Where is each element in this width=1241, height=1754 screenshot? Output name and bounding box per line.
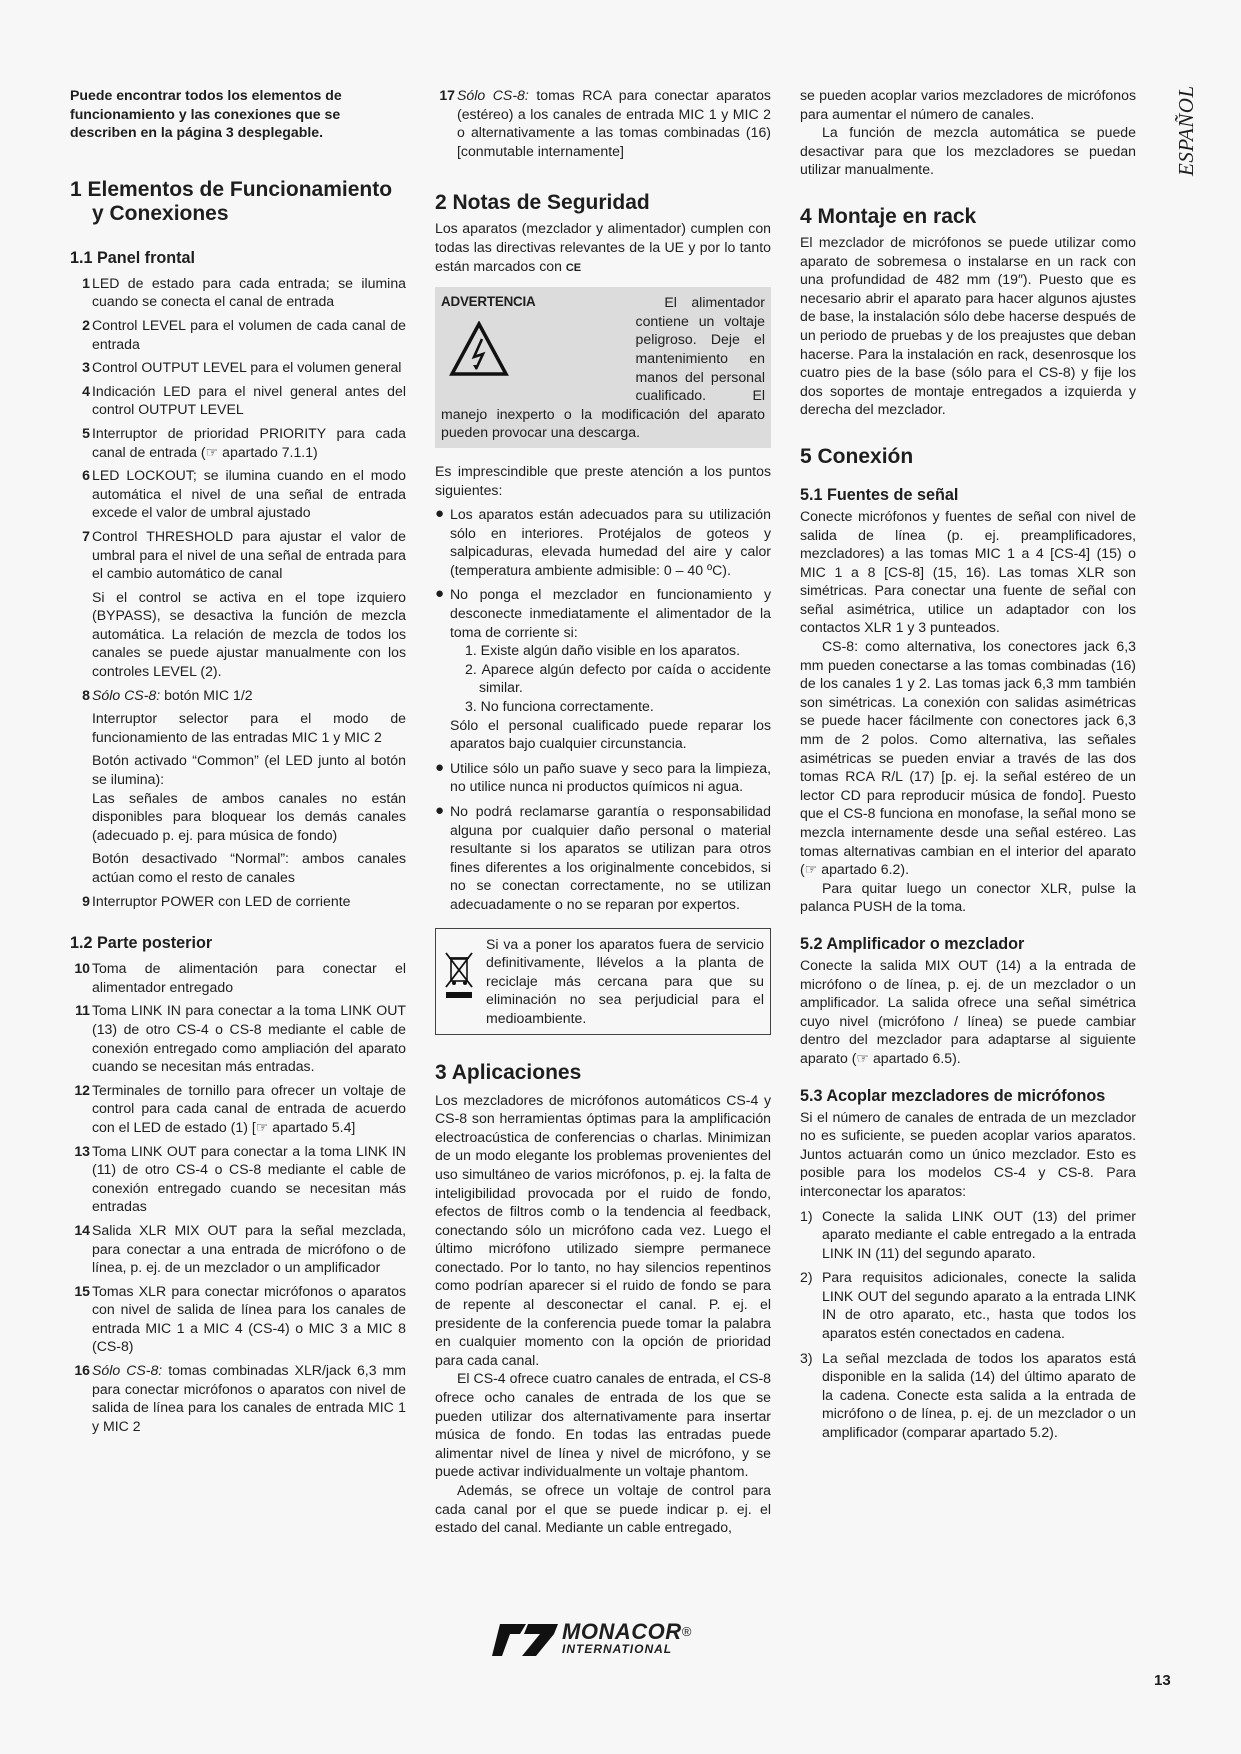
list-item: 11 Toma LINK IN para conectar a la toma LINK OUT (13) de otro CS-4 o CS-8 mediante el cable de conexión entregado como ampliación del aparato cuando se necesitan más entradas. xyxy=(75,1002,406,1075)
column-3 xyxy=(800,86,1136,1448)
language-tab xyxy=(1152,85,1198,180)
monacor-logo xyxy=(492,1619,722,1658)
body-text: Conecte la salida MIX OUT (14) a la entrada de micrófono o de línea, p. ej. de un mezclador o un amplificador. La salida ofrece una señal simétrica cuyo nivel (micrófono / línea) se puede cambiar dentro del mezclador para adaptarse al siguiente aparato (☞ apartado 6.5). xyxy=(800,956,1136,1066)
crossed-bin-icon xyxy=(444,951,474,999)
safety-bullet: ● Los aparatos están adecuados para su utilización sólo en interiores. Protéjalos de goteos y salpicaduras, elevada humedad del aire y calor (temperatura ambiente admisible: 0 – 40 ºC). xyxy=(435,505,771,578)
rear-panel-list xyxy=(70,959,406,1435)
monacor-logo-icon xyxy=(492,1624,558,1656)
list-item: 2) Para requisitos adicionales, conecte la salida LINK OUT del segundo aparato a la entrada LINK IN de otro aparato, etc., hasta que todos los aparatos estén conectados en cadena. xyxy=(800,1269,1136,1342)
safety-bullet: ● Utilice sólo un paño suave y seco para la limpieza, no utilice nunca ni productos químicos ni agua. xyxy=(435,758,771,795)
points-intro: Es imprescindible que preste atención a los puntos siguientes: xyxy=(435,462,771,498)
warning-box xyxy=(435,287,771,448)
list-item: 4 Indicación LED para el nivel general antes del control OUTPUT LEVEL xyxy=(82,382,406,418)
ce-mark: CE xyxy=(565,261,582,274)
body-text: Conecte micrófonos y fuentes de señal con nivel de salida de línea (p. ej. preamplificadores, mezcladores) a las tomas MIC 1 a 4 [CS-4] (15) o MIC 1 a 8 [CS-8] (15, 16). Las tomas XLR son simétricas. Para conectar una fuente de señal con señal asimétrica, utilice un adaptador con los contactos XLR 1 y 3 punteados. xyxy=(800,507,1136,636)
safety-intro: Los aparatos (mezclador y alimentador) cumplen con todas las directivas relevantes de la UE y por lo tanto están marcados con CE xyxy=(435,220,771,274)
list-item: 3 Control OUTPUT LEVEL para el volumen general xyxy=(82,359,402,376)
safety-bullet: ● No ponga el mezclador en funcionamiento y desconecte inmediatamente el alimentador de la toma de corriente si: 1. Existe algún daño visible en los aparatos. 2. Aparece algún defecto por caída o accidente similar. 3. No funciona correctamente. Sólo el personal cualificado puede reparar los aparatos bajo cualquier circunstancia. xyxy=(435,585,771,752)
list-item: 13 Toma LINK OUT para conectar a la toma LINK IN (11) de otro CS-4 o CS-8 mediante el cable de conexión entregado cuando se necesitan más entradas xyxy=(74,1142,406,1215)
section-1-2-heading: 1.2 Parte posterior xyxy=(70,934,213,953)
applications-text: Además, se ofrece un voltaje de control para cada canal por el que se puede indicar p. ej. el estado del canal. Mediante un cable entregado, xyxy=(435,1482,771,1536)
section-4-heading: 4 Montaje en rack xyxy=(800,204,977,228)
column-1 xyxy=(70,86,406,1440)
section-1-heading: 1 Elementos de Funcionamiento y Conexiones xyxy=(70,177,393,225)
list-item: 1) Conecte la salida LINK OUT (13) del primer aparato mediante el cable entregado a la entrada LINK IN (11) del segundo aparato. xyxy=(800,1207,1136,1261)
section-5-3-heading: 5.3 Acoplar mezcladores de micrófonos xyxy=(800,1086,1106,1105)
section-5-heading: 5 Conexión xyxy=(800,444,914,468)
list-item: 10 Toma de alimentación para conectar el alimentador entregado xyxy=(74,960,406,995)
high-voltage-warning-icon xyxy=(449,321,509,377)
column-2 xyxy=(435,86,771,1537)
intro-text: Puede encontrar todos los elementos de funcionamiento y las conexiones que se describen en la página 3 desplegable. xyxy=(70,87,342,141)
list-item: 17 Sólo CS-8: tomas RCA para conectar aparatos (estéreo) a los canales de entrada MIC 1 y MIC 2 o alternativamente a las tomas combinadas (16) [conmutable internamente] xyxy=(439,87,771,159)
safety-bullet: ● No podrá reclamarse garantía o responsabilidad alguna por cualquier daño personal o material resultante si los aparatos se utilizan para otros fines diferentes a los originalmente concebidos, si no se conectan correctamente, no se utilizan adecuadamente o no se reparan por expertos. xyxy=(435,802,771,912)
body-text: se pueden acoplar varios mezcladores de micrófonos para aumentar el número de canales. xyxy=(800,87,1136,122)
list-item: 2 Control LEVEL para el volumen de cada canal de entrada xyxy=(82,316,406,352)
body-text: CS-8: como alternativa, los conectores jack 6,3 mm pueden conectarse a las tomas combinadas (16) de los canales 1 y 2. Las tomas jack 6,3 mm también son simétricas. La conexión con salidas asimétricas se puede hacer fácilmente con conectores jack 6,3 mm de 2 polos. Como alternativa, las señales asimétricas se pueden enviar a través de las dos tomas RCA R/L (17) [p. ej. la señal estéreo de un lector CD para reproducir música de fondo]. Puesto que el CS-8 funciona en monofase, la señal mono se mezcla internamente desde una señal estéreo. Las tomas alternativas cambian en el interior del aparato (☞ apartado 6.2). xyxy=(800,638,1136,878)
section-5-1-heading: 5.1 Fuentes de señal xyxy=(800,485,959,504)
body-text: La función de mezcla automática se puede desactivar para que los mezcladores se puedan utilizar manualmente. xyxy=(800,124,1136,178)
list-item: 9 Interruptor POWER con LED de corriente xyxy=(82,892,351,909)
language-label: ESPAÑOL xyxy=(1174,85,1198,176)
logo-brand: MONACOR® xyxy=(562,1619,692,1644)
list-item: 15 Tomas XLR para conectar micrófonos o aparatos con nivel de salida de línea para los canales de entrada MIC 1 a MIC 4 (CS-4) o MIC 3 a MIC 8 (CS-8) xyxy=(74,1282,406,1355)
list-item: 12 Terminales de tornillo para ofrecer un voltaje de control para cada canal de entrada de acuerdo con el LED de estado (1) [☞ apartado 5.4] xyxy=(74,1081,406,1135)
list-item: 14 Salida XLR MIX OUT para la señal mezclada, para conectar a una entrada de micrófono o de línea, p. ej. de un mezclador o un amplificador xyxy=(74,1221,406,1276)
recycling-notice: Si va a poner los aparatos fuera de servicio definitivamente, llévelos a la planta de reciclaje más cercana para que su eliminación no sea perjudicial para el medioambiente. xyxy=(435,928,771,1035)
section-5-2-heading: 5.2 Amplificador o mezclador xyxy=(800,934,1025,953)
section-1-1-heading: 1.1 Panel frontal xyxy=(70,248,196,267)
page-number: 13 xyxy=(1154,1672,1171,1689)
list-item: 3) La señal mezclada de todos los aparatos está disponible en la salida (14) del último aparato de la cadena. Conecte esta salida a la entrada de micrófono o de línea, p. ej. de un mezclador o un amplificador (comparar apartado 5.2). xyxy=(800,1349,1136,1441)
list-item: 1 LED de estado para cada entrada; se ilumina cuando se conecta el canal de entrada xyxy=(82,274,406,310)
applications-text: Los mezcladores de micrófonos automáticos CS-4 y CS-8 son herramientas óptimas para la amplificación electroacústica de conferencias o charlas. Minimizan de un modo elegante los problemas provenientes del uso simultáneo de varios micrófonos, p. ej. la falta de inteligibilidad provocada por el ruido de fondo, efectos de filtros comb o la tendencia al feedback, conectando sólo un micrófono cada vez. Luego el último micrófono utilizado siempre permanece conectado. Por lo tanto, no hay silencios repentinos como podrían aparecer si el ruido de fondo se para de repente al desconectar el canal. P. ej. el presidente de la conferencia puede tomar la palabra en cualquier momento con la opción de prioridad para cada canal. xyxy=(435,1091,771,1368)
section-3-heading: 3 Aplicaciones xyxy=(435,1060,582,1084)
warning-text: El alimentador contiene un voltaje peligroso. Deje el mantenimiento en manos del personal cualificado. El manejo inexperto o la modificación del aparato pueden provocar una descarga. xyxy=(441,294,765,441)
rack-text: El mezclador de micrófonos se puede utilizar como aparato de sobremesa o instalarse en un rack con una profundidad de 482 mm (19″). Puesto que es necesario abrir el aparato para hacer algunos ajustes de base, la instalación sólo debe hacerse después de un periodo de pruebas y de los preajustes que deban hacerse. Para la instalación en rack, desenrosque los cuatro pies de la base (sólo para el CS-8) y fije los dos soportes de montaje entregados a izquierda y derecha del mezclador. xyxy=(800,233,1136,418)
section-2-heading: 2 Notas de Seguridad xyxy=(435,191,650,215)
warning-title: ADVERTENCIA xyxy=(441,294,536,310)
list-item: 16 Sólo CS-8: tomas combinadas XLR/jack 6,3 mm para conectar micrófonos o aparatos con nivel de salida de línea para los canales de entrada MIC 1 y MIC 2 xyxy=(74,1362,407,1434)
list-item: 8 Sólo CS-8: botón MIC 1/2 Interruptor selector para el modo de funcionamiento de las entradas MIC 1 y MIC 2 Botón activado “Common” (el LED junto al botón se ilumina): Las señales de ambos canales no están disponibles para bloquear los demás canales (adecuado p. ej. para música de fondo) Botón desactivado “Normal”: ambos canales actúan como el resto de canales xyxy=(82,686,406,885)
list-item: 7 Control THRESHOLD para ajustar el valor de umbral para el nivel de una señal de entrada para el cambio automático de canal Si el control se activa en el tope izquiero (BYPASS), se desactiva la función de mezcla automática. La relación de mezcla de todos los canales se puede ajustar manualmente con los controles LEVEL (2). xyxy=(82,527,406,680)
body-text: Para quitar luego un conector XLR, pulse la palanca PUSH de la toma. xyxy=(800,879,1136,915)
front-panel-list xyxy=(70,274,406,910)
list-item: 5 Interruptor de prioridad PRIORITY para cada canal de entrada (☞ apartado 7.1.1) xyxy=(82,424,406,460)
logo-subtitle: INTERNATIONAL xyxy=(562,1642,673,1656)
applications-text: El CS-4 ofrece cuatro canales de entrada, el CS-8 ofrece ocho canales de entrada de los que se pueden utilizar dos alternativamente para insertar música de fondo. En todas las entradas puede alimentar nivel de línea y nivel de micrófono, y se puede activar individualmente un voltaje phantom. xyxy=(435,1370,771,1480)
body-text: Si el número de canales de entrada de un mezclador no es suficiente, se pueden acoplar varios aparatos. Juntos actuarán como un único mezclador. Esto es posible para los modelos CS-4 y CS-8. Para interconectar los aparatos: xyxy=(800,1108,1136,1199)
list-item: 6 LED LOCKOUT; se ilumina cuando en el modo automática el nivel de una señal de entrada excede el valor de umbral ajustado xyxy=(82,467,406,521)
